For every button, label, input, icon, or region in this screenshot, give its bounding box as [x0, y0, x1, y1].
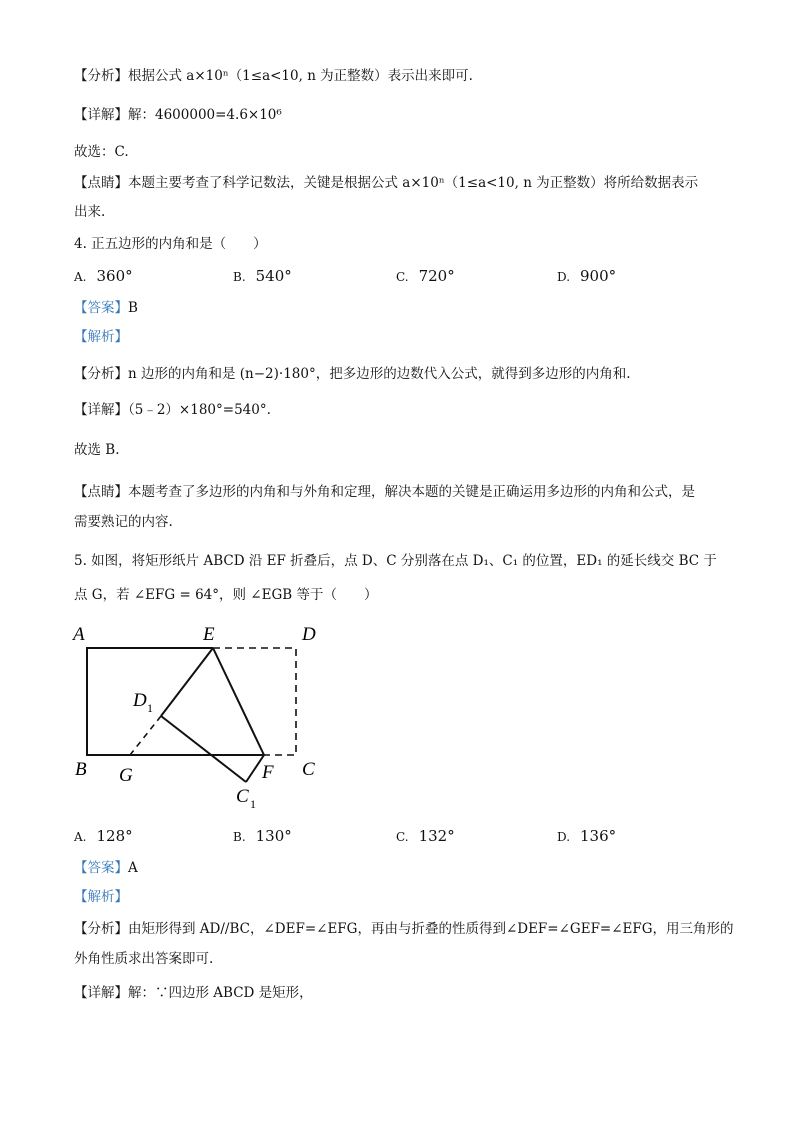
option-key: D.	[557, 270, 571, 284]
label-d1-sub: 1	[147, 701, 153, 715]
question-text: 5. 如图，将矩形纸片 ABCD 沿 EF 折叠后，点 D、C 分别落在点 D₁、C₁ 的位置，ED₁ 的延长线交 BC 于	[74, 553, 717, 569]
option-key: A.	[74, 270, 87, 284]
label-c: C	[302, 759, 315, 780]
comment-tag: 【点睛】	[74, 175, 128, 191]
detail-tag: 【详解】	[74, 107, 128, 123]
detail-text: 解：4600000=4.6×10⁶	[128, 107, 282, 123]
q4-comment-line-1	[74, 482, 695, 502]
label-g: G	[119, 765, 133, 786]
option-value: 360°	[96, 267, 133, 285]
q5-option-a	[74, 826, 133, 847]
comment-text: 本题主要考查了科学记数法，关键是根据公式 a×10ⁿ（1≤a<10, n 为正整数）将所给数据表示	[128, 175, 699, 191]
q3-detail-line	[74, 105, 282, 125]
option-value: 720°	[418, 267, 455, 285]
detail-tag: 【详解】	[74, 985, 128, 1001]
jiexi-tag: 【解析】	[74, 329, 128, 345]
analysis-text: n 边形的内角和是 (n−2)·180°，把多边形的边数代入公式，就得到多边形的内角和.	[128, 366, 631, 382]
analysis-tag: 【分析】	[74, 921, 128, 937]
option-value: 900°	[580, 267, 617, 285]
extension-d1g	[130, 716, 161, 755]
detail-text: （5﹣2）×180°=540°.	[128, 402, 271, 418]
folded-rectangle-figure	[60, 615, 340, 815]
q5-analysis-line-1	[74, 919, 734, 939]
label-d1: D	[133, 690, 147, 711]
option-value: 540°	[255, 267, 292, 285]
q3-comment-line-1	[74, 173, 698, 193]
analysis-tag: 【分析】	[74, 68, 128, 84]
comment-text: 本题考查了多边形的内角和与外角和定理，解决本题的关键是正确运用多边形的内角和公式，是	[128, 484, 695, 500]
option-key: A.	[74, 830, 87, 844]
option-key: C.	[396, 270, 409, 284]
q3-analysis-line	[74, 66, 473, 86]
q3-choice-line	[74, 142, 129, 162]
q4-option-d	[557, 266, 616, 287]
comment-text: 需要熟记的内容.	[74, 514, 173, 530]
answer-value: B	[128, 300, 138, 316]
detail-text: 解：∵四边形 ABCD 是矩形，	[128, 985, 313, 1001]
q4-jiexi-line	[74, 327, 128, 347]
jiexi-tag: 【解析】	[74, 889, 128, 905]
analysis-text: 由矩形得到 AD//BC，∠DEF=∠EFG，再由与折叠的性质得到∠DEF=∠GEF=∠EFG，用三角形的	[128, 921, 734, 937]
analysis-text: 根据公式 a×10ⁿ（1≤a<10, n 为正整数）表示出来即可.	[128, 68, 473, 84]
fold-line-ef	[213, 648, 264, 755]
q5-question-line-2	[74, 585, 377, 605]
q5-option-c	[396, 826, 455, 847]
option-value: 130°	[255, 827, 292, 845]
q4-answer-line	[74, 298, 138, 318]
choice-text: 故选 B.	[74, 442, 120, 458]
q3-comment-line-2	[74, 202, 105, 222]
label-f: F	[262, 762, 274, 783]
option-key: B.	[233, 830, 246, 844]
q4-question	[74, 234, 267, 254]
option-key: C.	[396, 830, 409, 844]
q5-question-line-1	[74, 551, 717, 571]
choice-text: 故选：C.	[74, 144, 129, 160]
option-value: 132°	[418, 827, 455, 845]
answer-tag: 【答案】	[74, 860, 128, 876]
q4-option-a	[74, 266, 133, 287]
q4-option-b	[233, 266, 292, 287]
label-b: B	[75, 759, 87, 780]
option-key: B.	[233, 270, 246, 284]
rect-dashed-edges	[213, 648, 296, 755]
label-c1: C	[236, 786, 249, 807]
comment-text: 出来.	[74, 204, 106, 220]
comment-tag: 【点睛】	[74, 484, 128, 500]
q5-analysis-line-2	[74, 949, 213, 969]
q4-choice-line	[74, 440, 120, 460]
q5-detail-line	[74, 983, 313, 1003]
answer-tag: 【答案】	[74, 300, 128, 316]
q5-jiexi-line	[74, 887, 128, 907]
option-value: 136°	[580, 827, 617, 845]
q4-option-c	[396, 266, 455, 287]
label-c1-sub: 1	[250, 797, 256, 811]
answer-value: A	[128, 860, 138, 876]
segment-ed1	[161, 648, 213, 716]
option-value: 128°	[96, 827, 133, 845]
question-text: 4. 正五边形的内角和是（ ）	[74, 236, 267, 252]
question-text: 点 G，若 ∠EFG = 64°，则 ∠EGB 等于（ ）	[74, 587, 378, 603]
analysis-tag: 【分析】	[74, 366, 128, 382]
label-d: D	[302, 624, 316, 645]
q5-option-d	[557, 826, 616, 847]
analysis-text: 外角性质求出答案即可.	[74, 951, 214, 967]
q4-comment-line-2	[74, 512, 173, 532]
q4-detail-line	[74, 400, 271, 420]
detail-tag: 【详解】	[74, 402, 128, 418]
q5-option-b	[233, 826, 292, 847]
q5-answer-line	[74, 858, 138, 878]
label-e: E	[203, 624, 215, 645]
label-a: A	[73, 624, 85, 645]
q4-analysis-line	[74, 364, 631, 384]
option-key: D.	[557, 830, 571, 844]
segment-d1c1	[161, 716, 246, 782]
